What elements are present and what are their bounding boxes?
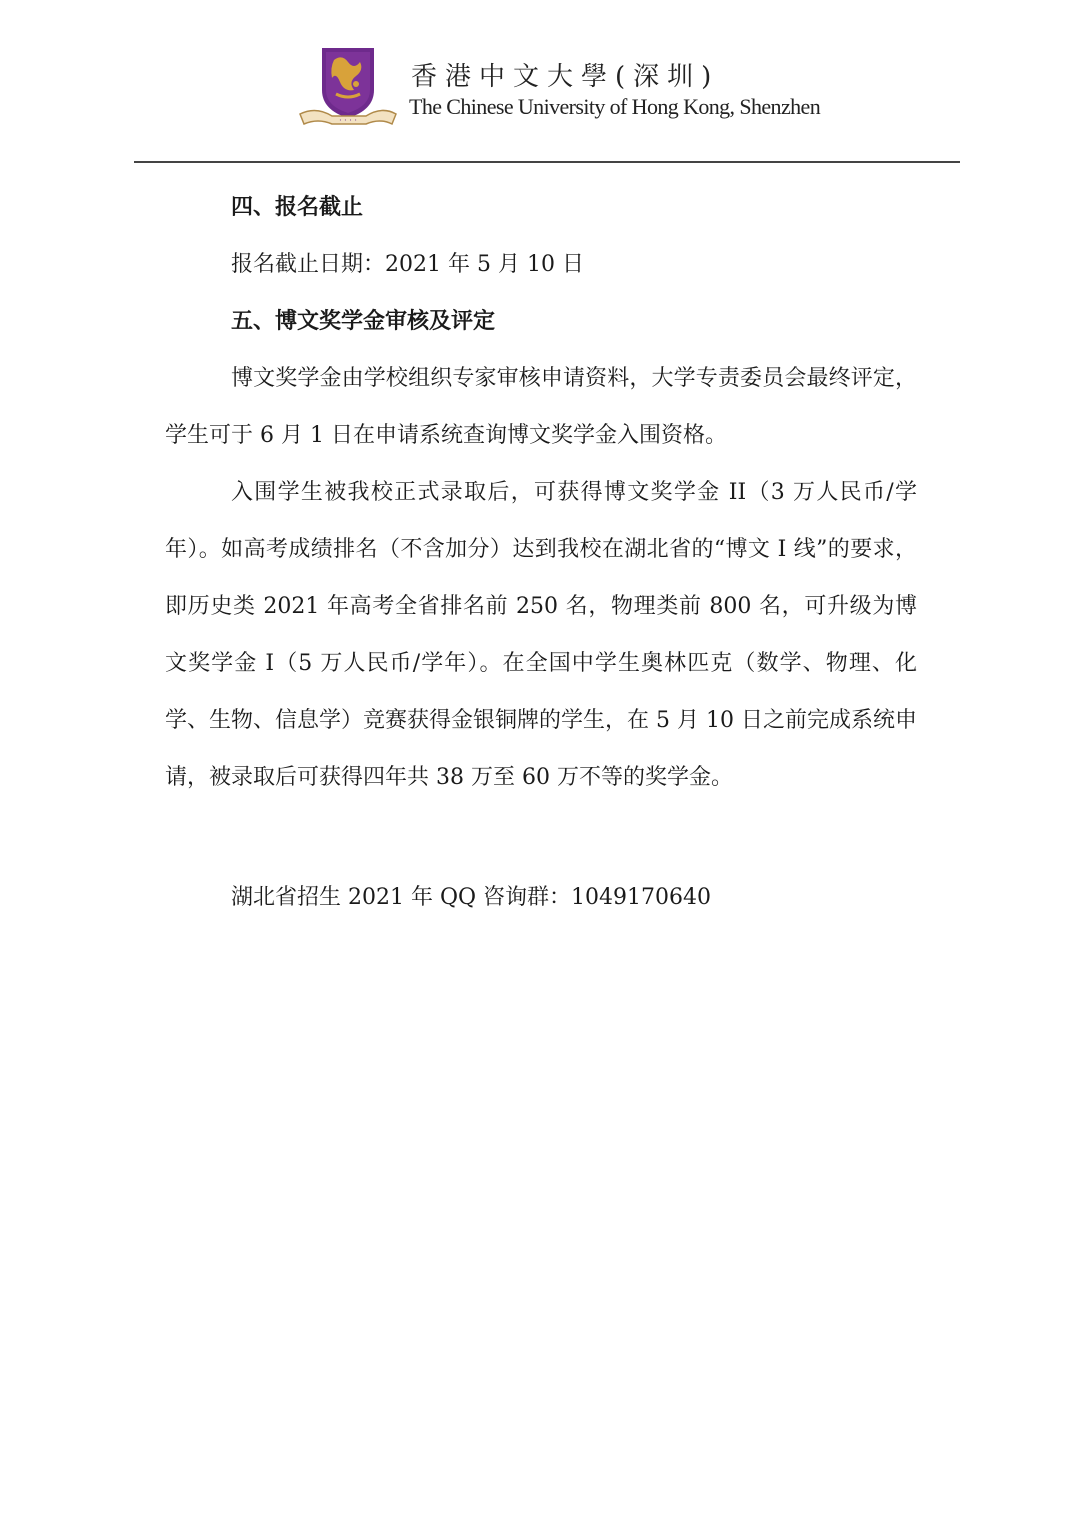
- deadline-text: 报名截止日期：2021 年 5 月 10 日: [231, 252, 584, 277]
- cuhk-crest-icon: [296, 44, 400, 128]
- qq-group-text: 湖北省招生 2021 年 QQ 咨询群：1049170640: [231, 885, 712, 910]
- svg-text:· · · ·: · · · ·: [339, 116, 357, 125]
- award-paragraph: 入围学生被我校正式录取后，可获得博文奖学金 II（3 万人民币/学年）。如高考成绩排名（不含加分）达到我校在湖北省的“博文 I 线”的要求，即历史类 2021 年高考全省排名前 250 名，物理类前 800 名，可升级为博文奖学金 I（5 万人民币/学年）。在全国中学生奥林匹克（数学、物理、化学、生物、信息学）竞赛获得金银铜牌的学生，在 5 月 10 日之前完成系统申请，被录取后可获得四年共 38 万至 60 万不等的奖学金。: [165, 480, 917, 790]
- letterhead: [296, 44, 916, 130]
- header-divider: [134, 161, 960, 163]
- section-4-heading: 四、报名截止: [231, 195, 364, 220]
- review-paragraph: 博文奖学金由学校组织专家审核申请资料，大学专责委员会最终评定，学生可于 6 月 1 日在申请系统查询博文奖学金入围资格。: [165, 366, 917, 448]
- university-name-cn: 香港中文大學(深圳): [411, 62, 720, 92]
- university-name-en: The Chinese University of Hong Kong, Shenzhen: [409, 94, 821, 119]
- section-5-heading: 五、博文奖学金审核及评定: [231, 309, 496, 334]
- document-body: [165, 186, 917, 920]
